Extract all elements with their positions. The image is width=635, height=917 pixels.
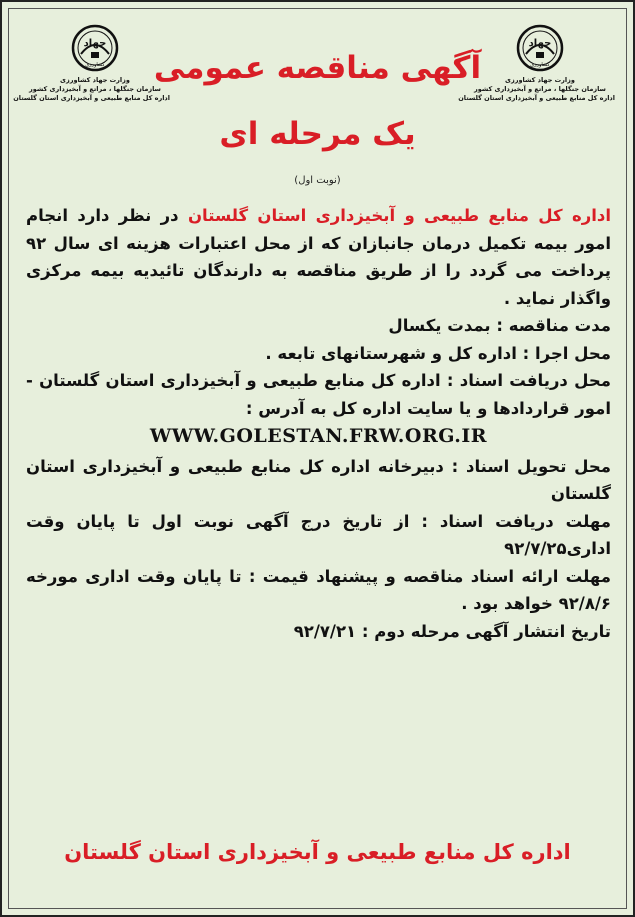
notice-subtitle: یک مرحله ای	[219, 116, 416, 152]
notice-round-label: (نوبت اول)	[294, 175, 341, 186]
location-line: محل اجرا : اداره کل و شهرستانهای تابعه .	[265, 343, 611, 363]
intro-paragraph	[26, 202, 611, 312]
intro-text: در نظر دارد انجام امور بیمه تکمیل درمان جانبازان که از محل اعتبارات هزینه ای سال ۹۲ پرداخت می گردد را از طریق مناقصه به دارندگان تائیدیه بیمه مرکزی واگذار نماید .	[26, 206, 611, 308]
emblem-text-bottom: کشاورزی	[530, 62, 550, 68]
intro-highlight: اداره کل منابع طبیعی و آبخیزداری استان گلستان	[187, 206, 611, 225]
emblem-text-top: جهاد	[528, 38, 552, 49]
submit-deadline-line: مهلت ارائه اسناد مناقصه و پیشنهاد قیمت : تا پایان وقت اداری مورخه ۹۲/۸/۶ خواهد بود .	[26, 566, 611, 613]
emblem-text-bottom: کشاورزی	[85, 62, 105, 68]
org-line-directorate: اداره کل منابع طبیعی و آبخیزداری استان گلستان	[13, 94, 170, 102]
receive-deadline-line: مهلت دریافت اسناد : از تاریخ درج آگهی نوبت اول تا پایان وقت اداری۹۲/۷/۲۵	[26, 511, 611, 558]
notice-body	[26, 202, 611, 645]
org-line-ministry: وزارت جهاد کشاورزی	[60, 76, 130, 84]
second-publish-line: تاریخ انتشار آگهی مرحله دوم : ۹۲/۷/۲۱	[293, 621, 611, 641]
emblem-text-top: جهاد	[83, 38, 107, 49]
org-line-ministry: وزارت جهاد کشاورزی	[505, 76, 575, 84]
receive-docs-line: محل دریافت اسناد : اداره کل منابع طبیعی و آبخیزداری استان گلستان - امور قراردادها و یا سایت اداره کل به آدرس :	[26, 371, 611, 418]
footer-signature: اداره کل منابع طبیعی و آبخیزداری استان گلستان	[64, 840, 571, 864]
org-line-organization: سازمان جنگلها ، مراتع و آبخیزداری کشور	[29, 85, 161, 93]
duration-line: مدت مناقصه : بمدت یکسال	[388, 316, 611, 335]
jahad-emblem-icon	[71, 24, 119, 72]
website-link[interactable]: WWW.GOLESTAN.FRW.ORG.IR	[149, 425, 488, 447]
deliver-docs-line: محل تحویل اسناد : دبیرخانه اداره کل منابع طبیعی و آبخیزداری استان گلستان	[26, 456, 611, 503]
org-line-organization: سازمان جنگلها ، مراتع و آبخیزداری کشور	[474, 85, 606, 93]
jahad-emblem-icon	[516, 24, 564, 72]
notice-title: آگهی مناقصه عمومی	[153, 50, 482, 86]
org-line-directorate: اداره کل منابع طبیعی و آبخیزداری استان گلستان	[458, 94, 615, 102]
